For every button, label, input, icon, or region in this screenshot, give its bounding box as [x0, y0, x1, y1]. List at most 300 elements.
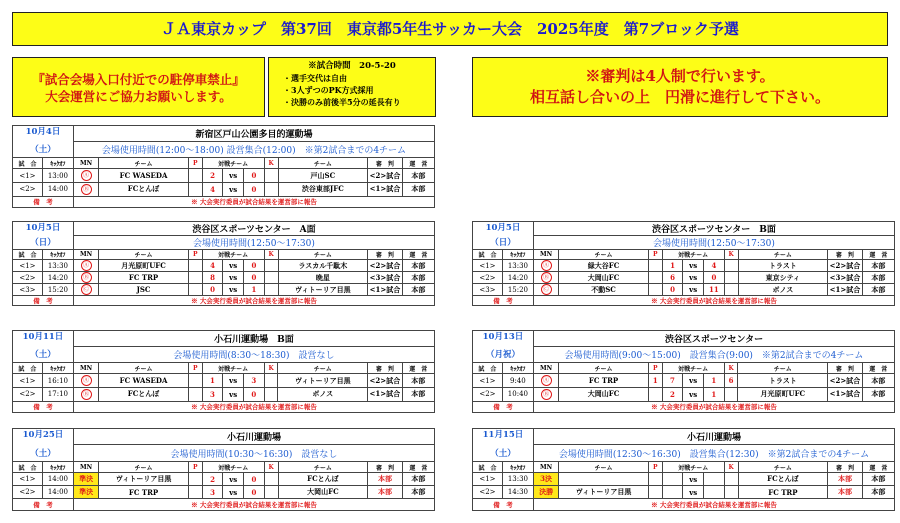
- table-row: [13, 473, 435, 486]
- match-number: <1>: [473, 260, 503, 272]
- kickoff-time: 13:30: [42, 260, 73, 272]
- match-mn-badge: Ⓐ: [81, 170, 92, 181]
- match-date: 10月11日: [13, 331, 74, 347]
- home-team: FC TRP: [559, 374, 649, 388]
- operations: 本部: [862, 284, 894, 296]
- match-date: 10月4日: [13, 126, 74, 142]
- score-home: 4: [202, 260, 223, 272]
- header-opponent: 対戦チーム: [662, 461, 724, 473]
- referee-notice-line: ※審判は4人制で行います。: [585, 67, 775, 85]
- remarks-text: ※ 大会実行委員が試合結果を運営部に報告: [73, 196, 434, 207]
- header-operations: 運 営: [402, 157, 434, 168]
- header-operations: 運 営: [402, 250, 434, 260]
- referee-notice: [472, 57, 888, 117]
- away-team: 月光原町UFC: [738, 387, 828, 401]
- score-away: 0: [244, 260, 265, 272]
- header-team: チーム: [99, 157, 189, 168]
- home-team: JSC: [99, 284, 189, 296]
- operations: 本部: [402, 272, 434, 284]
- vs-label: vs: [683, 387, 704, 401]
- referee: <3>試合: [829, 272, 861, 282]
- score-away: 0: [244, 182, 265, 196]
- rules-item: ・3人ずつのPK方式採用: [283, 85, 374, 95]
- schedule-table: [12, 125, 435, 208]
- match-number: <2>: [473, 387, 503, 401]
- away-team: 渋谷東部JFC: [278, 182, 368, 196]
- header-match: 試 合: [473, 461, 503, 473]
- vs-label: vs: [223, 169, 244, 183]
- pk-away: [264, 260, 278, 272]
- remarks-label: 備 考: [13, 196, 74, 207]
- referee: <1>試合: [368, 182, 402, 196]
- venue-usage-time: 会場使用時間(9:00～15:00) 設営集合(9:00) ※第2試合までの4チーム: [533, 346, 894, 362]
- match-mn-badge: Ⓑ: [541, 272, 552, 283]
- match-number: <1>: [13, 260, 43, 272]
- vs-label: vs: [683, 374, 704, 388]
- score-home: 2: [662, 387, 683, 401]
- vs-label: vs: [223, 486, 244, 499]
- pk-away: [264, 284, 278, 296]
- score-home: 3: [202, 486, 223, 499]
- home-team: 緑大谷FC: [559, 260, 649, 272]
- match-mn: [73, 260, 98, 272]
- venue-name: 渋谷区スポーツセンター: [533, 331, 894, 347]
- header-opponent: 対戦チーム: [202, 250, 264, 260]
- header-mn: MN: [533, 461, 558, 473]
- header-referee: 審 判: [368, 461, 402, 473]
- match-mn: [533, 374, 558, 388]
- match-number: <1>: [13, 374, 43, 388]
- pk-away: [264, 272, 278, 284]
- header-referee: 審 判: [828, 362, 862, 373]
- header-operations: 運 営: [862, 250, 894, 260]
- pk-home: [188, 387, 202, 401]
- remarks-text: ※ 大会実行委員が試合結果を運営部に報告: [533, 401, 894, 412]
- header-k: K: [724, 362, 738, 373]
- table-row: [473, 374, 895, 388]
- match-weekday: （日）: [13, 236, 74, 250]
- remarks-text: ※ 大会実行委員が試合結果を運営部に報告: [533, 296, 894, 306]
- table-row: [13, 272, 435, 284]
- header-match: 試 合: [473, 250, 503, 260]
- referee-notice-line: 相互話し合いの上 円滑に進行して下さい。: [529, 88, 830, 106]
- schedule-table: [12, 428, 435, 511]
- match-mn: 準決: [73, 473, 98, 486]
- pk-home: [648, 387, 662, 401]
- pk-home: [648, 260, 662, 272]
- vs-label: vs: [683, 473, 704, 486]
- referee: <2>試合: [369, 260, 401, 270]
- table-row: [13, 374, 435, 388]
- header-team: チーム: [99, 362, 189, 373]
- header-p: P: [648, 250, 662, 260]
- vs-label: vs: [223, 473, 244, 486]
- rules-item: ・決勝のみ前後半5分の延長有り: [283, 97, 401, 107]
- away-team: FC TRP: [738, 486, 828, 499]
- header-team: チーム: [738, 362, 828, 373]
- match-number: <1>: [13, 473, 43, 486]
- header-operations: 運 営: [862, 362, 894, 373]
- away-team: ヴィトーリア目黒: [278, 374, 368, 388]
- match-mn-badge: Ⓑ: [81, 272, 92, 283]
- away-team: トラスト: [738, 374, 828, 388]
- pk-home: [648, 284, 662, 296]
- match-weekday: （土）: [13, 141, 74, 157]
- header-referee: 審 判: [828, 461, 862, 473]
- match-mn-badge: Ⓐ: [81, 260, 92, 271]
- match-mn-badge: Ⓐ: [81, 375, 92, 386]
- pk-away: [724, 284, 738, 296]
- operations: 本部: [402, 169, 434, 183]
- home-team: FC TRP: [99, 272, 189, 284]
- tournament-title: ＪＡ東京カップ 第37回 東京都5年生サッカー大会 2025年度 第7ブロック予選: [12, 12, 888, 46]
- vs-label: vs: [223, 284, 244, 296]
- header-team: チーム: [559, 250, 649, 260]
- referee: <2>試合: [368, 169, 402, 183]
- match-date: 10月13日: [473, 331, 534, 347]
- away-team: 大岡山FC: [278, 486, 368, 499]
- home-team: FC WASEDA: [99, 374, 189, 388]
- score-home: 1: [202, 374, 223, 388]
- kickoff-time: 15:20: [502, 284, 533, 296]
- match-day-block: [12, 330, 435, 413]
- venue-name: 小石川運動場: [73, 429, 434, 445]
- home-team: 大岡山FC: [559, 272, 649, 284]
- venue-usage-time: 会場使用時間(12:50～17:30): [533, 236, 894, 250]
- table-row: [473, 284, 895, 296]
- score-away: 0: [244, 387, 265, 401]
- header-mn: MN: [73, 362, 98, 373]
- referee: 本部: [828, 473, 862, 486]
- match-number: <3>: [473, 284, 503, 296]
- header-match: 試 合: [13, 250, 43, 260]
- schedule-table: [472, 221, 895, 306]
- match-mn: 3決: [533, 473, 558, 486]
- match-day-block: [472, 428, 895, 511]
- venue-name: 新宿区戸山公園多目的運動場: [73, 126, 434, 142]
- header-k: K: [264, 250, 278, 260]
- parking-notice-line: 『試合会場入口付近での駐停車禁止』: [32, 72, 245, 87]
- referee: <1>試合: [368, 387, 402, 401]
- table-row: [473, 387, 895, 401]
- home-team: 月光原町UFC: [99, 260, 189, 272]
- remarks-text: ※ 大会実行委員が試合結果を運営部に報告: [73, 499, 434, 511]
- header-mn: MN: [73, 157, 98, 168]
- match-date: 10月25日: [13, 429, 74, 445]
- table-row: [13, 284, 435, 296]
- header-operations: 運 営: [402, 461, 434, 473]
- pk-home: [188, 260, 202, 272]
- pk-away: [264, 169, 278, 183]
- table-row: [13, 486, 435, 499]
- match-mn-badge: Ⓐ: [541, 375, 552, 386]
- referee: <1>試合: [828, 387, 862, 401]
- header-match: 試 合: [13, 362, 43, 373]
- remarks-text: ※ 大会実行委員が試合結果を運営部に報告: [73, 296, 434, 306]
- home-team: 不動SC: [559, 284, 649, 296]
- header-k: K: [724, 461, 738, 473]
- remarks-label: 備 考: [473, 499, 534, 511]
- vs-label: vs: [223, 260, 244, 272]
- match-day-block: [472, 221, 895, 304]
- match-mn: [533, 387, 558, 401]
- kickoff-time: 14:20: [42, 272, 73, 284]
- pk-home: [188, 182, 202, 196]
- header-operations: 運 営: [862, 461, 894, 473]
- parking-notice-line: 大会運営にご協力お願いします。: [45, 89, 232, 104]
- rules-item: ・選手交代は自由: [283, 73, 347, 83]
- score-home: 2: [202, 169, 223, 183]
- away-team: FCとんぼ: [738, 473, 828, 486]
- header-referee: 審 判: [368, 362, 402, 373]
- pk-away: [264, 374, 278, 388]
- venue-name: 渋谷区スポーツセンター A面: [73, 222, 434, 236]
- match-mn-badge: Ⓒ: [541, 284, 552, 295]
- home-team: [559, 473, 649, 486]
- match-mn: [533, 272, 558, 284]
- match-number: <2>: [13, 387, 43, 401]
- venue-usage-time: 会場使用時間(12:30～16:30) 設営集合(12:30) ※第2試合までの4チーム: [533, 445, 894, 461]
- header-team: チーム: [278, 461, 368, 473]
- pk-away: [724, 260, 738, 272]
- table-row: [13, 260, 435, 272]
- header-team: チーム: [278, 362, 368, 373]
- header-team: チーム: [559, 461, 649, 473]
- match-weekday: （日）: [473, 236, 534, 250]
- header-opponent: 対戦チーム: [662, 362, 724, 373]
- operations: 本部: [862, 374, 894, 388]
- venue-usage-time: 会場使用時間(12:00～18:00) 設営集合(12:00) ※第2試合までの4チーム: [73, 141, 434, 157]
- header-mn: MN: [73, 250, 98, 260]
- home-team: ヴィトーリア目黒: [559, 486, 649, 499]
- score-away: 1: [704, 374, 725, 388]
- header-k: K: [724, 250, 738, 260]
- operations: 本部: [862, 387, 894, 401]
- remarks-label: 備 考: [13, 401, 74, 412]
- table-row: [473, 260, 895, 272]
- away-team: 晩星: [278, 272, 368, 284]
- rules-box: [268, 57, 436, 117]
- kickoff-time: 17:10: [42, 387, 73, 401]
- header-mn: MN: [533, 250, 558, 260]
- venue-name: 小石川運動場: [533, 429, 894, 445]
- header-kickoff: ｷｯｸｵﾌ: [42, 250, 73, 260]
- header-team: チーム: [99, 250, 189, 260]
- header-p: P: [648, 461, 662, 473]
- venue-usage-time: 会場使用時間(8:30～18:30) 設営なし: [73, 346, 434, 362]
- vs-label: vs: [683, 486, 704, 499]
- referee: 本部: [828, 486, 862, 499]
- kickoff-time: 10:40: [502, 387, 533, 401]
- operations: 本部: [402, 374, 434, 388]
- pk-away: [724, 387, 738, 401]
- header-p: P: [188, 362, 202, 373]
- home-team: FC TRP: [99, 486, 189, 499]
- match-mn: [73, 182, 98, 196]
- score-away: 0: [244, 169, 265, 183]
- score-away: 4: [704, 260, 725, 272]
- kickoff-time: 9:40: [502, 374, 533, 388]
- header-referee: 審 判: [368, 250, 402, 260]
- header-kickoff: ｷｯｸｵﾌ: [42, 461, 73, 473]
- referee: <3>試合: [369, 272, 401, 282]
- venue-name: 渋谷区スポーツセンター B面: [533, 222, 894, 236]
- table-row: [13, 387, 435, 401]
- pk-away: [264, 473, 278, 486]
- score-home: 3: [202, 387, 223, 401]
- away-team: トラスト: [738, 260, 828, 272]
- home-team: 大岡山FC: [559, 387, 649, 401]
- match-mn: [533, 260, 558, 272]
- remarks-text: ※ 大会実行委員が試合結果を運営部に報告: [533, 499, 894, 511]
- match-day-block: [12, 221, 435, 304]
- pk-home: [648, 486, 662, 499]
- away-team: FCとんぼ: [278, 473, 368, 486]
- operations: 本部: [402, 182, 434, 196]
- header-team: チーム: [278, 157, 368, 168]
- header-kickoff: ｷｯｸｵﾌ: [42, 362, 73, 373]
- pk-away: [264, 182, 278, 196]
- pk-home: [188, 272, 202, 284]
- match-number: <1>: [473, 473, 503, 486]
- score-away: 1: [244, 284, 265, 296]
- pk-home: [188, 374, 202, 388]
- away-team: 戸山SC: [278, 169, 368, 183]
- match-mn: [73, 284, 98, 296]
- match-date: 10月5日: [473, 222, 534, 236]
- operations: 本部: [862, 486, 894, 499]
- header-mn: MN: [73, 461, 98, 473]
- header-mn: MN: [533, 362, 558, 373]
- header-kickoff: ｷｯｸｵﾌ: [502, 461, 533, 473]
- score-away: [704, 486, 725, 499]
- score-home: 7: [662, 374, 683, 388]
- header-kickoff: ｷｯｸｵﾌ: [502, 362, 533, 373]
- header-p: P: [188, 157, 202, 168]
- match-day-block: [12, 428, 435, 511]
- kickoff-time: 15:20: [42, 284, 73, 296]
- table-row: [13, 169, 435, 183]
- away-team: ヴィトーリア目黒: [278, 284, 368, 296]
- vs-label: vs: [223, 272, 244, 284]
- table-row: [473, 272, 895, 284]
- header-k: K: [264, 362, 278, 373]
- match-mn-badge: Ⓑ: [81, 389, 92, 400]
- score-away: 3: [244, 374, 265, 388]
- parking-notice: [12, 57, 265, 117]
- vs-label: vs: [683, 260, 704, 272]
- referee: <1>試合: [369, 284, 401, 294]
- score-home: 0: [202, 284, 223, 296]
- pk-home: [648, 272, 662, 284]
- match-number: <1>: [13, 169, 43, 183]
- venue-usage-time: 会場使用時間(12:50～17:30): [73, 236, 434, 250]
- score-away: 11: [704, 284, 725, 296]
- header-referee: 審 判: [368, 157, 402, 168]
- home-team: FCとんぼ: [99, 387, 189, 401]
- vs-label: vs: [223, 182, 244, 196]
- score-home: 8: [202, 272, 223, 284]
- match-number: <2>: [473, 486, 503, 499]
- kickoff-time: 14:20: [502, 272, 533, 284]
- header-opponent: 対戦チーム: [202, 157, 264, 168]
- operations: 本部: [402, 260, 434, 272]
- vs-label: vs: [223, 374, 244, 388]
- schedule-table: [12, 330, 435, 413]
- pk-home: [648, 473, 662, 486]
- match-mn-badge: Ⓑ: [81, 184, 92, 195]
- kickoff-time: 13:30: [502, 473, 533, 486]
- match-mn: [533, 284, 558, 296]
- header-operations: 運 営: [402, 362, 434, 373]
- score-away: 0: [244, 473, 265, 486]
- header-p: P: [188, 461, 202, 473]
- header-p: P: [188, 250, 202, 260]
- table-row: [13, 182, 435, 196]
- remarks-text: ※ 大会実行委員が試合結果を運営部に報告: [73, 401, 434, 412]
- table-row: [473, 473, 895, 486]
- remarks-label: 備 考: [13, 296, 74, 306]
- score-home: 6: [662, 272, 683, 284]
- match-number: <2>: [13, 272, 43, 284]
- header-team: チーム: [278, 250, 368, 260]
- pk-away: [724, 272, 738, 284]
- home-team: FCとんぼ: [99, 182, 189, 196]
- pk-home: [188, 284, 202, 296]
- header-referee: 審 判: [828, 250, 862, 260]
- referee: <2>試合: [828, 374, 862, 388]
- venue-usage-time: 会場使用時間(10:30～16:30) 設営なし: [73, 445, 434, 461]
- score-away: 0: [244, 486, 265, 499]
- match-mn: [73, 169, 98, 183]
- header-opponent: 対戦チーム: [202, 362, 264, 373]
- operations: 本部: [402, 473, 434, 486]
- header-k: K: [264, 461, 278, 473]
- rules-title: ※試合時間 20-5-20: [308, 61, 396, 71]
- pk-away: [264, 387, 278, 401]
- referee: 本部: [368, 486, 402, 499]
- venue-name: 小石川運動場 B面: [73, 331, 434, 347]
- kickoff-time: 13:00: [42, 169, 73, 183]
- vs-label: vs: [683, 284, 704, 296]
- header-team: チーム: [738, 461, 828, 473]
- score-away: 0: [244, 272, 265, 284]
- vs-label: vs: [683, 272, 704, 284]
- home-team: FC WASEDA: [99, 169, 189, 183]
- match-weekday: （月祝）: [473, 346, 534, 362]
- schedule-table: [472, 330, 895, 413]
- match-number: <1>: [473, 374, 503, 388]
- match-mn-badge: Ⓑ: [541, 389, 552, 400]
- match-weekday: （土）: [13, 346, 74, 362]
- header-match: 試 合: [13, 461, 43, 473]
- match-date: 11月15日: [473, 429, 534, 445]
- pk-away: [724, 486, 738, 499]
- kickoff-time: 13:30: [502, 260, 533, 272]
- match-weekday: （土）: [473, 445, 534, 461]
- header-kickoff: ｷｯｸｵﾌ: [42, 157, 73, 168]
- score-home: 1: [662, 260, 683, 272]
- header-opponent: 対戦チーム: [202, 461, 264, 473]
- home-team: ヴィトーリア目黒: [99, 473, 189, 486]
- pk-home: [188, 473, 202, 486]
- operations: 本部: [402, 284, 434, 296]
- header-team: チーム: [559, 362, 649, 373]
- header-match: 試 合: [473, 362, 503, 373]
- header-match: 試 合: [13, 157, 43, 168]
- pk-home: 1: [648, 374, 662, 388]
- score-home: 0: [662, 284, 683, 296]
